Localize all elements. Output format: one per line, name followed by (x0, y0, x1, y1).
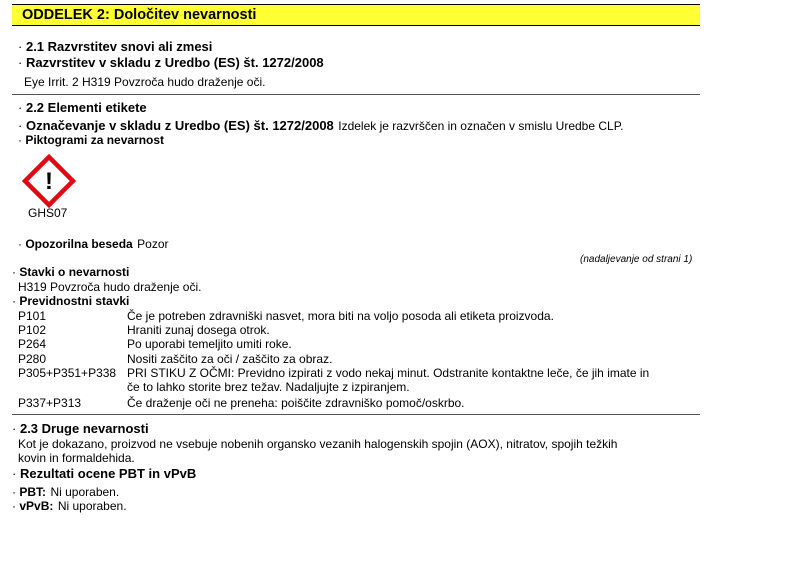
precaution-code: P264 (18, 337, 47, 351)
precaution-text: Hraniti zunaj dosega otrok. (127, 323, 270, 337)
vpvb-line: · vPvB: Ni uporaben. (12, 499, 127, 513)
labeling-line: · Označevanje v skladu z Uredbo (ES) št. 1272/2008 Izdelek je razvrščen in označen v smislu Uredbe CLP. (18, 118, 624, 133)
other-hazards-text-line1: Kot je dokazano, proizvod ne vsebuje nobenih organsko vezanih halogenskih spojin (AOX), nitratov, spojih težkih (18, 437, 618, 451)
pbt-line: · PBT: Ni uporaben. (12, 485, 120, 499)
section-title: ODDELEK 2: Določitev nevarnosti (22, 7, 257, 23)
vpvb-value: Ni uporaben. (57, 499, 127, 513)
continued-note: (nadaljevanje od strani 1) (580, 254, 693, 265)
pictogram-symbol: ! (45, 168, 53, 195)
exclamation-mark-icon (22, 154, 76, 208)
classification-text: Eye Irrit. 2 H319 Povzroča hudo draženje oči. (24, 75, 266, 89)
pbt-heading: · Rezultati ocene PBT in vPvB (12, 466, 197, 481)
classification-subheading: · Razvrstitev v skladu z Uredbo (ES) št. 1272/2008 (18, 55, 324, 70)
precaution-text-continued: če to lahko storite brez težav. Nadaljujte z izpiranjem. (127, 380, 410, 394)
labeling-text: Izdelek je razvrščen in označen v smislu Uredbe CLP. (338, 119, 624, 133)
precautionary-statements-label: · Previdnostni stavki (12, 294, 130, 308)
signal-word: Pozor (137, 237, 169, 251)
other-hazards-text-line2: kovin in formaldehida. (18, 451, 135, 465)
pictograms-label: · Piktogrami za nevarnost (18, 133, 165, 147)
section-2-3-heading: · 2.3 Druge nevarnosti (12, 421, 149, 436)
hazard-statements-label: · Stavki o nevarnosti (12, 265, 130, 279)
hazard-statement: H319 Povzroča hudo draženje oči. (18, 280, 202, 294)
divider-1 (12, 94, 700, 95)
precaution-code: P280 (18, 352, 47, 366)
precaution-code: P305+P351+P338 (18, 366, 117, 380)
precaution-text: Nositi zaščito za oči / zaščito za obraz. (127, 352, 333, 366)
section-2-2-heading: · 2.2 Elementi etikete (18, 100, 147, 115)
precaution-code: P337+P313 (18, 396, 82, 410)
pbt-value: Ni uporaben. (50, 485, 120, 499)
section-2-1-heading: · 2.1 Razvrstitev snovi ali zmesi (18, 39, 213, 54)
precaution-code: P101 (18, 309, 47, 323)
ghs07-pictogram (22, 154, 76, 208)
divider-2 (12, 414, 700, 415)
signal-word-line: · Opozorilna beseda Pozor (18, 237, 169, 251)
pictogram-code: GHS07 (28, 206, 68, 220)
precaution-text: Po uporabi temeljito umiti roke. (127, 337, 292, 351)
precaution-code: P102 (18, 323, 47, 337)
precaution-text: Če draženje oči ne preneha: poiščite zdravniško pomoč/oskrbo. (127, 396, 465, 410)
precaution-text: PRI STIKU Z OČMI: Previdno izpirati z vodo nekaj minut. Odstranite kontaktne leče, če jih imate in (127, 366, 650, 380)
precaution-text: Če je potreben zdravniški nasvet, mora biti na voljo posoda ali etiketa proizvoda. (127, 309, 554, 323)
section-header-bar (12, 4, 700, 26)
